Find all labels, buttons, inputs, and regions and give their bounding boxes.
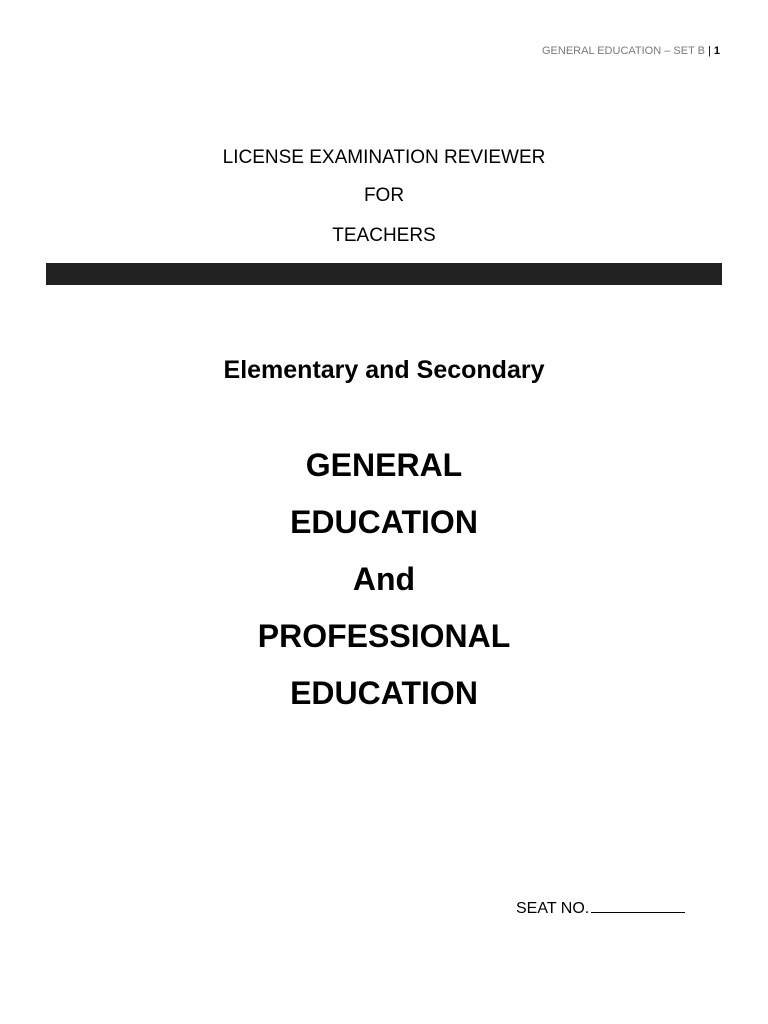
main-title-line-1: GENERAL [305,447,463,483]
seat-number-blank-line [591,898,685,913]
main-title-line-5: EDUCATION [290,675,478,711]
cover-title-line-3: TEACHERS [332,225,436,246]
page-number: 1 [713,45,720,57]
main-title [0,437,768,722]
page-header [542,44,720,58]
running-title: GENERAL EDUCATION – SET B [542,45,706,57]
seat-number-field [516,898,685,920]
main-title-line-4: PROFESSIONAL [257,618,511,654]
cover-title-line-1: LICENSE EXAMINATION REVIEWER [222,147,546,168]
main-title-line-3: And [352,561,416,597]
seat-number-label: SEAT NO. [516,900,590,917]
cover-subtitle: Elementary and Secondary [223,356,545,384]
main-title-line-2: EDUCATION [290,504,478,540]
cover-title-line-2: FOR [363,185,405,206]
header-separator: | [708,45,711,57]
divider-bar [46,263,722,285]
